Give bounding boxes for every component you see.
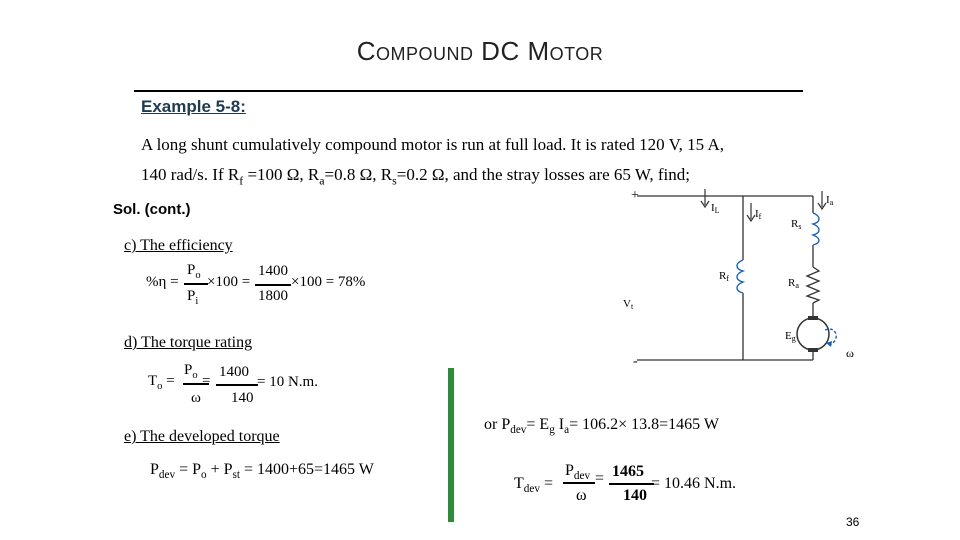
terminal-plus: + [631,188,639,203]
part-d-num-symbol: $P_o$ [184,362,198,381]
part-c-frac-line-1 [184,283,208,285]
label-eg: Eg [785,330,796,343]
label-rf: Rf [719,270,730,283]
problem-line-1: A long shunt cumulatively compound motor is run at full load. It is rated 120 V, 15 A, [141,135,724,154]
part-c-den-value: 1800 [258,288,288,304]
part-c-heading-text: c) The efficiency [124,237,233,254]
slide-title-text: Compound DC Motor [356,36,604,66]
label-ia: Ia [826,194,834,207]
solution-label: Sol. (cont.) [113,201,191,218]
part-d-frac-line-2 [216,384,258,386]
part-e-alt-equation: or $P_{dev}= E_g$ $I_a= 106.2\times 13.8=1465$ W [484,416,719,437]
terminal-minus: - [633,354,638,369]
part-d-result: = 10 N.m. [257,374,318,390]
motor-brush-bottom [808,348,818,352]
problem-line-2: 140 rad/s. If $R_f =100$ Ω, $R_a=0.8$ Ω, $R_s=0.2$ Ω, and the stray losses are 65 W, find; [141,165,690,188]
part-c-den-symbol: $P_i$ [187,288,199,307]
label-omega: ω [846,346,854,360]
part-d-den-value: 140 [231,390,254,406]
motor-brush-top [808,316,818,320]
part-d-heading-text: d) The torque rating [124,334,253,351]
part-e-heading-text: e) The developed torque [124,428,280,445]
part-c-num-value: 1400 [258,263,288,279]
part-c-times-1: ×100 = [207,274,251,290]
part-e-heading [124,428,280,446]
label-il: IL [711,202,720,215]
part-d-den-symbol: ω [191,390,201,406]
tdev-den-value: 140 [623,487,647,504]
tdev-num-value: 1465 [612,463,644,480]
part-c-prefix: %η = [146,274,179,290]
green-divider [448,368,454,522]
series-field-coil-icon [813,213,819,245]
part-e-pdev-equation: $P_{dev} = P_o + P_{st} = 1400+65=1465$ W [150,461,374,482]
part-c-heading [124,237,233,255]
slide-title [0,36,960,67]
example-label: Example 5-8: [141,97,246,116]
label-if: If [755,208,762,221]
motor-icon [797,318,829,350]
tdev-prefix: $T_{dev}$ = [514,475,553,496]
part-d-num-value: 1400 [219,364,249,380]
label-vt: Vt [623,298,634,311]
tdev-frac-line-1 [563,482,595,484]
part-d-heading [124,334,252,352]
title-rule [134,90,803,92]
part-d-prefix: $T_o$ = [148,373,175,392]
shunt-field-coil-icon [737,260,743,293]
tdev-eq: = [595,470,605,487]
label-ra: Ra [788,277,799,290]
tdev-num-symbol: $P_{dev}$ [565,462,591,483]
part-c-num-symbol: $P_o$ [187,262,201,281]
part-c-result: ×100 = 78% [291,274,366,290]
tdev-frac-line-2 [609,483,654,485]
page-number: 36 [846,515,860,529]
armature-resistor-icon [807,267,819,303]
tdev-den-symbol: ω [576,487,587,504]
part-c-frac-line-2 [255,284,291,286]
tdev-result: = 10.46 N.m. [651,475,737,492]
part-d-eq: = [202,373,211,389]
label-rs: Rs [791,218,802,231]
circuit-diagram [615,185,875,370]
